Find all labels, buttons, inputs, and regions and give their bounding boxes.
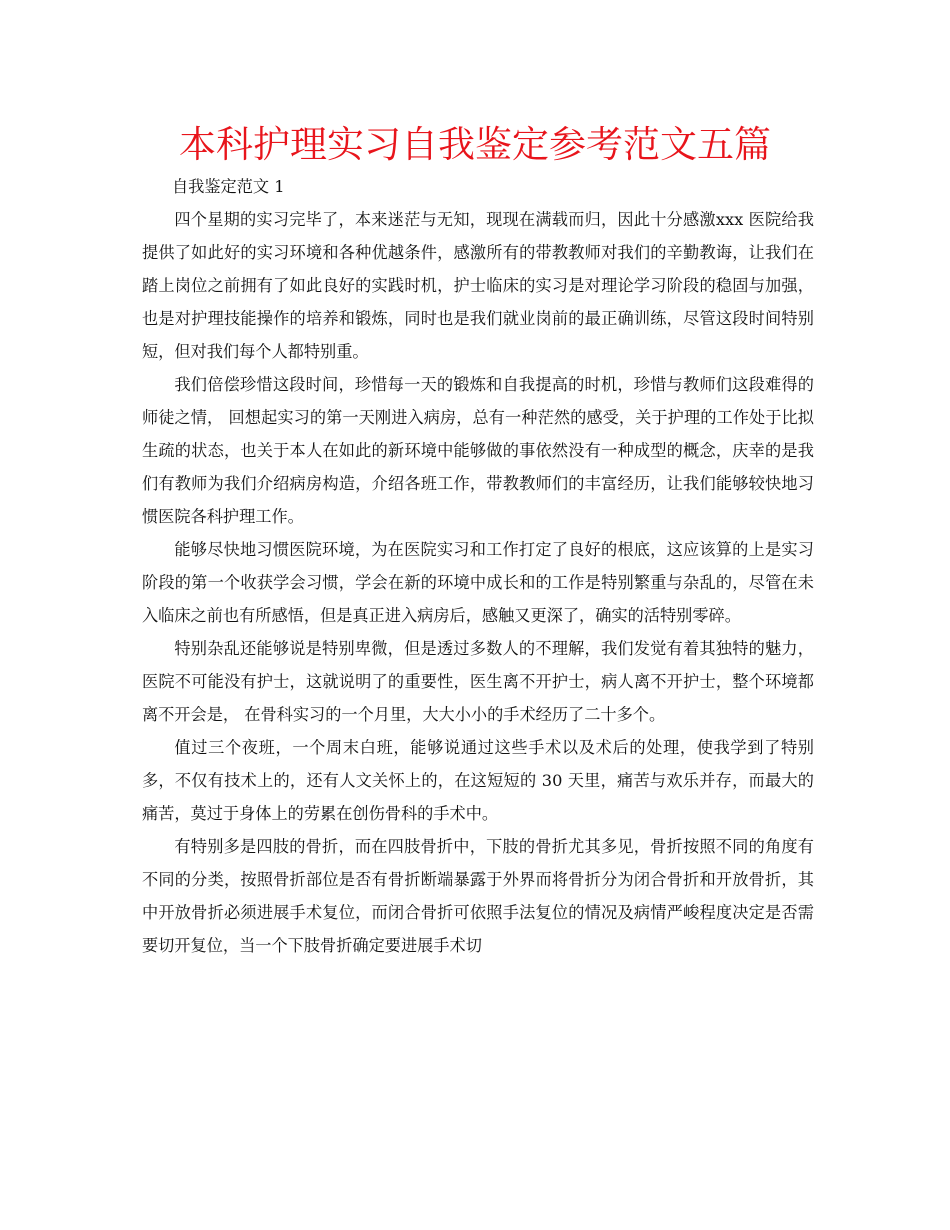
document-body [142, 170, 814, 962]
paragraph-6: 有特别多是四肢的骨折，而在四肢骨折中，下肢的骨折尤其多见，骨折按照不同的角度有不同的分类，按照骨折部位是否有骨折断端暴露于外界而将骨折分为闭合骨折和开放骨折，其中开放骨折必须进展手术复位，而闭合骨折可依照手法复位的情况及病情严峻程度决定是否需要切开复位，当一个下肢骨折确定要进展手术切 [142, 837, 814, 955]
paragraph-1: 四个星期的实习完毕了，本来迷茫与无知，现现在满载而归，因此十分感激xxx 医院给我提供了如此好的实习环境和各种优越条件，感激所有的带教教师对我们的辛勤教诲，让我们在踏上岗位之前拥有了如此良好的实践时机，护士临床的实习是对理论学习阶段的稳固与加强，也是对护理技能操作的培养和锻炼，同时也是我们就业岗前的最正确训练，尽管这段时间特别短，但对我们每个人都特别重。 [142, 210, 814, 361]
section-label: 自我鉴定范文 1 [172, 177, 285, 196]
paragraph-3: 能够尽快地习惯医院环境，为在医院实习和工作打定了良好的根底，这应该算的上是实习阶段的第一个收获学会习惯，学会在新的环境中成长和的工作是特别繁重与杂乱的，尽管在未入临床之前也有所感悟，但是真正进入病房后，感触又更深了，确实的活特别零碎。 [142, 540, 814, 625]
paragraph-4: 特别杂乱还能够说是特别卑微，但是透过多数人的不理解，我们发觉有着其独特的魅力，医院不可能没有护士，这就说明了的重要性，医生离不开护士，病人离不开护士，整个环境都离不开会是， 在骨科实习的一个月里，大大小小的手术经历了二十多个。 [142, 639, 814, 724]
document-title: 本科护理实习自我鉴定参考范文五篇 [179, 123, 771, 166]
paragraph-2: 我们倍偿珍惜这段时间，珍惜每一天的锻炼和自我提高的时机，珍惜与教师们这段难得的师徒之情， 回想起实习的第一天刚进入病房，总有一种茫然的感受，关于护理的工作处于比拟生疏的状态，也关于本人在如此的新环境中能够做的事依然没有一种成型的概念，庆幸的是我们有教师为我们介绍病房构造，介绍各班工作，带教教师们的丰富经历，让我们能够较快地习惯医院各科护理工作。 [142, 375, 814, 526]
paragraph-5: 值过三个夜班，一个周末白班，能够说通过这些手术以及术后的处理，使我学到了特别多，不仅有技术上的，还有人文关怀上的，在这短短的 30 天里，痛苦与欢乐并存，而最大的痛苦，莫过于身体上的劳累在创伤骨科的手术中。 [142, 738, 814, 823]
